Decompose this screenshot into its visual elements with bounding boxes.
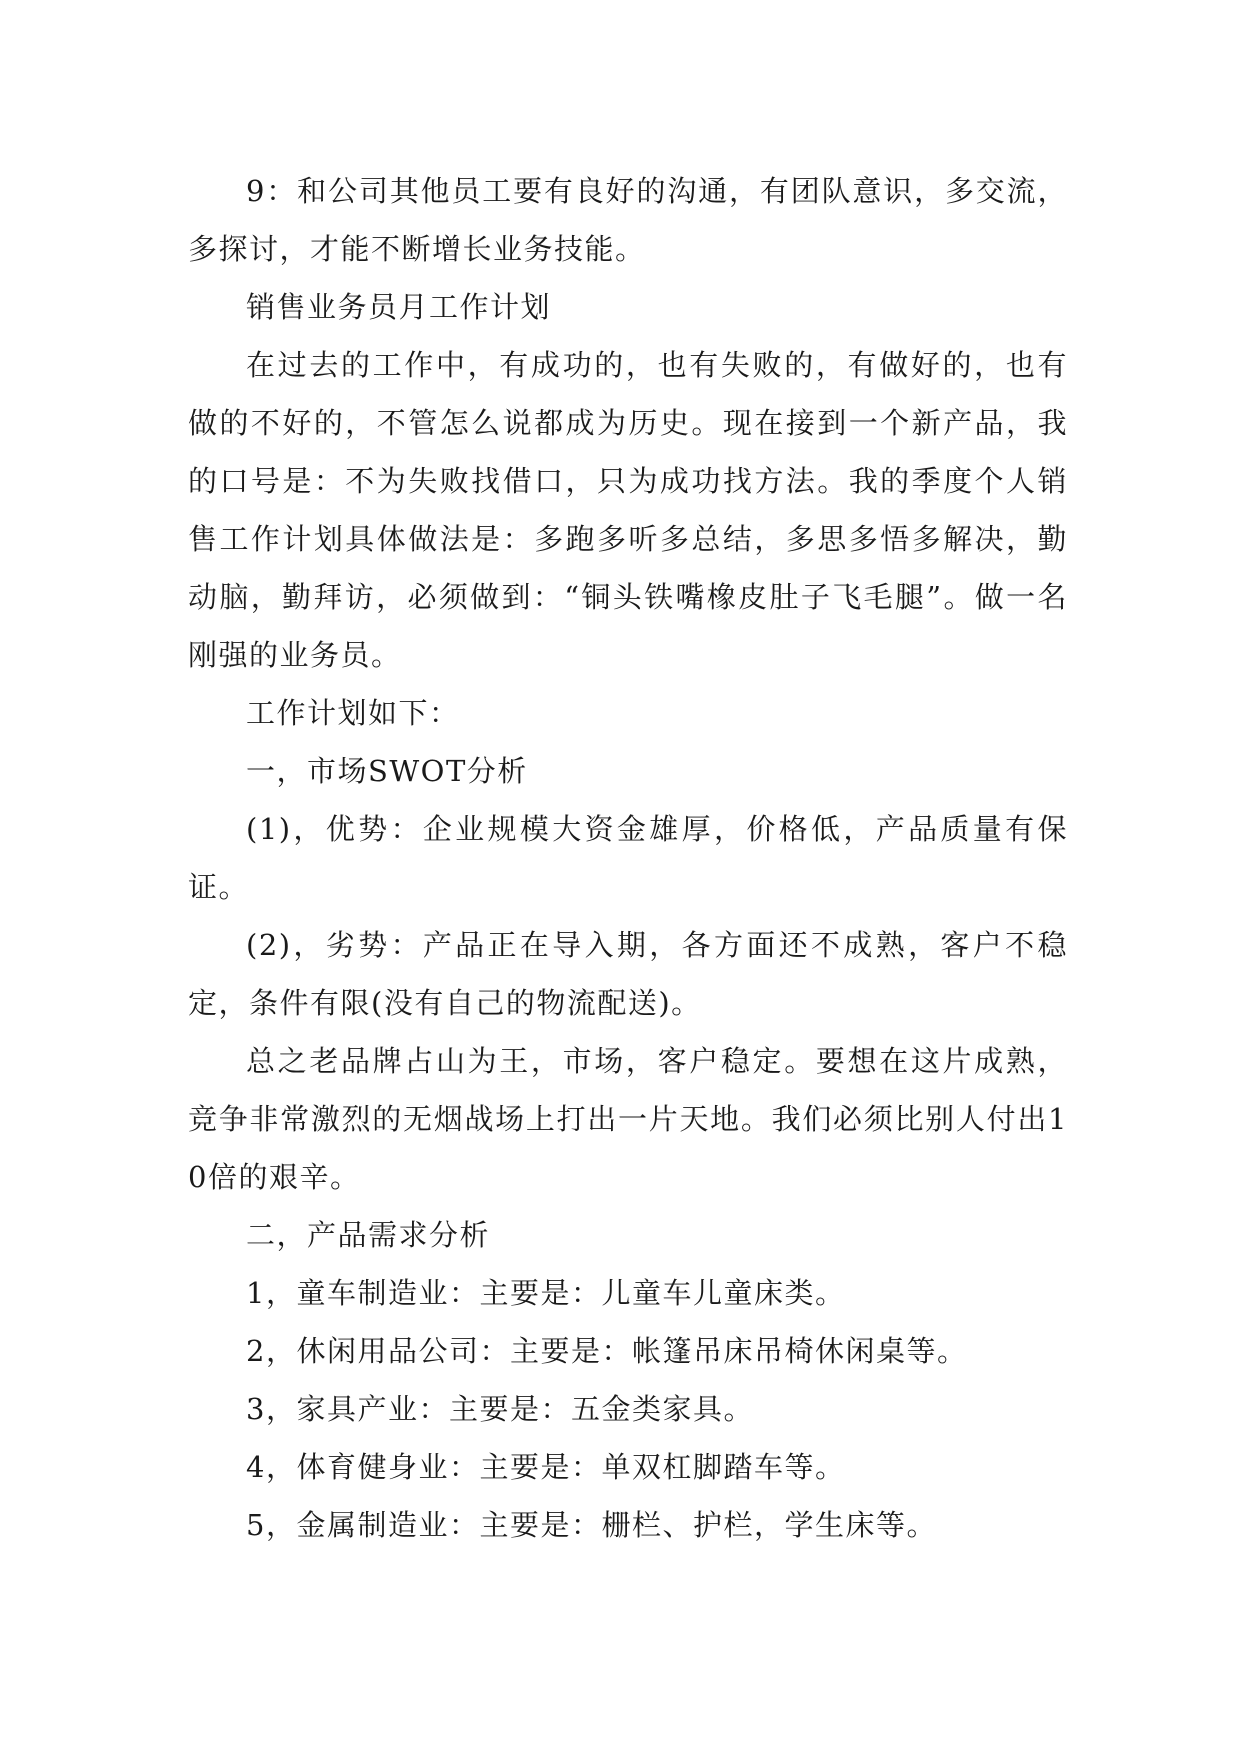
swot-heading: 一，市场SWOT分析 — [246, 754, 528, 788]
demand-item-2: 2，休闲用品公司：主要是：帐篷吊床吊椅休闲桌等。 — [246, 1334, 968, 1368]
strength-paragraph: (1)，优势：企业规模大资金雄厚，价格低，产品质量有保证。 — [188, 812, 1068, 904]
demand-item-5: 5，金属制造业：主要是：栅栏、护栏，学生床等。 — [246, 1508, 937, 1542]
demand-item-3: 3，家具产业：主要是：五金类家具。 — [246, 1392, 754, 1426]
summary-paragraph: 总之老品牌占山为王，市场，客户稳定。要想在这片成熟，竞争非常激烈的无烟战场上打出一片天地。我们必须比别人付出10倍的艰辛。 — [188, 1044, 1068, 1194]
demand-item-4: 4，体育健身业：主要是：单双杠脚踏车等。 — [246, 1450, 846, 1484]
document-body — [188, 162, 1068, 1554]
plan-heading: 工作计划如下： — [246, 696, 460, 730]
demand-heading: 二，产品需求分析 — [246, 1218, 491, 1252]
intro-paragraph: 在过去的工作中，有成功的，也有失败的，有做好的，也有做的不好的，不管怎么说都成为历史。现在接到一个新产品，我的口号是：不为失败找借口，只为成功找方法。我的季度个人销售工作计划具体做法是：多跑多听多总结，多思多悟多解决，勤动脑，勤拜访，必须做到：“铜头铁嘴橡皮肚子飞毛腿”。做一名刚强的业务员。 — [188, 348, 1068, 672]
paragraph-item-9: 9：和公司其他员工要有良好的沟通，有团队意识，多交流，多探讨，才能不断增长业务技能。 — [188, 174, 1068, 266]
weakness-paragraph: (2)，劣势：产品正在导入期，各方面还不成熟，客户不稳定，条件有限(没有自己的物流配送)。 — [188, 928, 1068, 1020]
section-title-monthly-plan: 销售业务员月工作计划 — [246, 290, 552, 324]
demand-item-1: 1，童车制造业：主要是：儿童车儿童床类。 — [246, 1276, 846, 1310]
